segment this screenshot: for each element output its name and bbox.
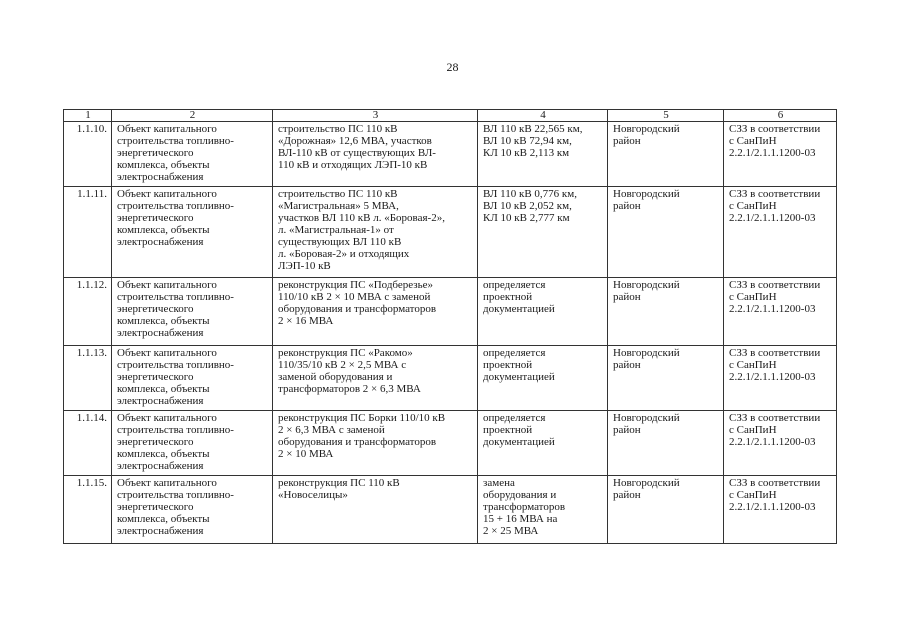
cell-text-line: Объект капитального [117,347,217,359]
cell-text-line: электроснабжения [117,395,204,407]
cell-text-line: ВЛ-110 кВ от существующих ВЛ- [278,147,436,159]
cell-text-line: энергетического [117,436,194,448]
cell-text-line: существующих ВЛ 110 кВ [278,236,402,248]
cell-text-line: комплекса, объекты [117,159,210,171]
cell-text-line: «Магистральная» 5 МВА, [278,200,399,212]
cell-text-line: СЗЗ в соответствии [729,188,821,200]
cell-text-line: электроснабжения [117,525,204,537]
description-cell [273,346,478,411]
header-row [64,110,837,122]
cell-text-line: Объект капитального [117,188,217,200]
cell-text-line: строительства топливно- [117,489,234,501]
cell-text-line: с СанПиН [729,200,777,212]
parameters-cell [478,278,608,346]
cell-text-line: электроснабжения [117,327,204,339]
location-cell [608,122,724,187]
cell-text-line: Новгородский [613,477,680,489]
cell-text-line: комплекса, объекты [117,448,210,460]
cell-text-line: документацией [483,371,555,383]
cell-text-line: л. «Боровая-2» и отходящих [278,248,410,260]
cell-text-line: Объект капитального [117,477,217,489]
cell-text-line: оборудования и трансформаторов [278,436,437,448]
parameters-cell [478,476,608,544]
cell-text-line: энергетического [117,371,194,383]
cell-text-line: строительство ПС 110 кВ [278,188,398,200]
cell-text-line: Новгородский [613,412,680,424]
cell-text-line: определяется [483,412,546,424]
zone-cell [724,346,837,411]
cell-text-line: 110/10 кВ 2 × 10 МВА с заменой [278,291,431,303]
description-cell [273,411,478,476]
cell-text-line: ЛЭП-10 кВ [278,260,331,272]
cell-text-line: район [613,291,641,303]
cell-text-line: определяется [483,347,546,359]
cell-text-line: комплекса, объекты [117,315,210,327]
cell-text-line: район [613,424,641,436]
zone-cell [724,278,837,346]
cell-text-line: 2.2.1/2.1.1.1200-03 [729,436,816,448]
object-cell [112,411,273,476]
table-row [64,187,837,278]
object-cell [112,476,273,544]
cell-text-line: реконструкция ПС Борки 110/10 кВ [278,412,446,424]
column-header: 2 [112,110,273,122]
cell-text-line: Новгородский [613,279,680,291]
object-cell [112,187,273,278]
cell-text-line: район [613,200,641,212]
cell-text-line: СЗЗ в соответствии [729,347,821,359]
table-row [64,411,837,476]
cell-text-line: КЛ 10 кВ 2,777 км [483,212,570,224]
object-cell [112,278,273,346]
cell-text-line: с СанПиН [729,359,777,371]
column-header: 3 [273,110,478,122]
description-cell [273,278,478,346]
cell-text-line: ВЛ 10 кВ 72,94 км, [483,135,572,147]
parameters-cell [478,411,608,476]
cell-text-line: комплекса, объекты [117,224,210,236]
page-number: 28 [446,60,459,74]
cell-text-line: 2 × 6,3 МВА с заменой [278,424,385,436]
parameters-cell [478,122,608,187]
cell-text-line: 2.2.1/2.1.1.1200-03 [729,371,816,383]
cell-text-line: Новгородский [613,123,680,135]
column-header: 6 [724,110,837,122]
zone-cell [724,411,837,476]
cell-text-line: строительства топливно- [117,135,234,147]
cell-text-line: 110 кВ и отходящих ЛЭП-10 кВ [278,159,428,171]
cell-text-line: оборудования и трансформаторов [278,303,437,315]
cell-text-line: трансформаторов [483,501,566,513]
cell-text-line: проектной [483,424,533,436]
cell-text-line: строительства топливно- [117,359,234,371]
cell-text-line: Объект капитального [117,412,217,424]
cell-text-line: ВЛ 10 кВ 2,052 км, [483,200,572,212]
parameters-cell [478,346,608,411]
cell-text-line: Новгородский [613,188,680,200]
location-cell [608,411,724,476]
parameters-cell [478,187,608,278]
cell-text-line: энергетического [117,212,194,224]
cell-text-line: с СанПиН [729,424,777,436]
zone-cell [724,476,837,544]
cell-text-line: участков ВЛ 110 кВ л. «Боровая-2», [278,212,445,224]
table-row [64,476,837,544]
cell-text-line: 2 × 10 МВА [278,448,334,460]
column-header: 1 [64,110,112,122]
cell-text-line: Объект капитального [117,279,217,291]
description-cell [273,187,478,278]
cell-text-line: комплекса, объекты [117,383,210,395]
row-number: 1.1.13. [64,346,112,411]
table-row [64,122,837,187]
cell-text-line: 2.2.1/2.1.1.1200-03 [729,303,816,315]
row-number: 1.1.11. [64,187,112,278]
row-number: 1.1.15. [64,476,112,544]
cell-text-line: энергетического [117,501,194,513]
cell-text-line: строительства топливно- [117,291,234,303]
cell-text-line: с СанПиН [729,489,777,501]
cell-text-line: трансформаторов 2 × 6,3 МВА [278,383,421,395]
zone-cell [724,187,837,278]
location-cell [608,476,724,544]
row-number: 1.1.12. [64,278,112,346]
cell-text-line: реконструкция ПС «Подберезье» [278,279,434,291]
cell-text-line: реконструкция ПС «Ракомо» [278,347,413,359]
location-cell [608,278,724,346]
cell-text-line: с СанПиН [729,135,777,147]
cell-text-line: ВЛ 110 кВ 22,565 км, [483,123,583,135]
cell-text-line: проектной [483,291,533,303]
cell-text-line: ВЛ 110 кВ 0,776 км, [483,188,577,200]
document-table [63,109,837,544]
cell-text-line: 15 + 16 МВА на [483,513,558,525]
cell-text-line: СЗЗ в соответствии [729,412,821,424]
cell-text-line: л. «Магистральная-1» от [278,224,394,236]
location-cell [608,187,724,278]
cell-text-line: строительства топливно- [117,424,234,436]
object-cell [112,122,273,187]
cell-text-line: энергетического [117,147,194,159]
cell-text-line: 2 × 25 МВА [483,525,539,537]
cell-text-line: документацией [483,436,555,448]
cell-text-line: реконструкция ПС 110 кВ [278,477,400,489]
cell-text-line: энергетического [117,303,194,315]
cell-text-line: комплекса, объекты [117,513,210,525]
cell-text-line: 2.2.1/2.1.1.1200-03 [729,212,816,224]
column-header: 5 [608,110,724,122]
cell-text-line: КЛ 10 кВ 2,113 км [483,147,570,159]
cell-text-line: проектной [483,359,533,371]
cell-text-line: электроснабжения [117,460,204,472]
cell-text-line: документацией [483,303,555,315]
cell-text-line: СЗЗ в соответствии [729,123,821,135]
table-row [64,346,837,411]
cell-text-line: Объект капитального [117,123,217,135]
cell-text-line: 2.2.1/2.1.1.1200-03 [729,147,816,159]
cell-text-line: СЗЗ в соответствии [729,477,821,489]
location-cell [608,346,724,411]
row-number: 1.1.10. [64,122,112,187]
cell-text-line: строительства топливно- [117,200,234,212]
cell-text-line: район [613,359,641,371]
cell-text-line: СЗЗ в соответствии [729,279,821,291]
object-cell [112,346,273,411]
cell-text-line: электроснабжения [117,236,204,248]
cell-text-line: район [613,135,641,147]
cell-text-line: с СанПиН [729,291,777,303]
cell-text-line: «Дорожная» 12,6 МВА, участков [278,135,432,147]
cell-text-line: определяется [483,279,546,291]
cell-text-line: электроснабжения [117,171,204,183]
cell-text-line: оборудования и [483,489,557,501]
cell-text-line: 110/35/10 кВ 2 × 2,5 МВА с [278,359,407,371]
cell-text-line: Новгородский [613,347,680,359]
description-cell [273,476,478,544]
table-row [64,278,837,346]
zone-cell [724,122,837,187]
row-number: 1.1.14. [64,411,112,476]
description-cell [273,122,478,187]
cell-text-line: район [613,489,641,501]
column-header: 4 [478,110,608,122]
cell-text-line: 2.2.1/2.1.1.1200-03 [729,501,816,513]
cell-text-line: 2 × 16 МВА [278,315,334,327]
cell-text-line: «Новоселицы» [278,489,348,501]
cell-text-line: заменой оборудования и [278,371,393,383]
cell-text-line: строительство ПС 110 кВ [278,123,398,135]
cell-text-line: замена [483,477,515,489]
